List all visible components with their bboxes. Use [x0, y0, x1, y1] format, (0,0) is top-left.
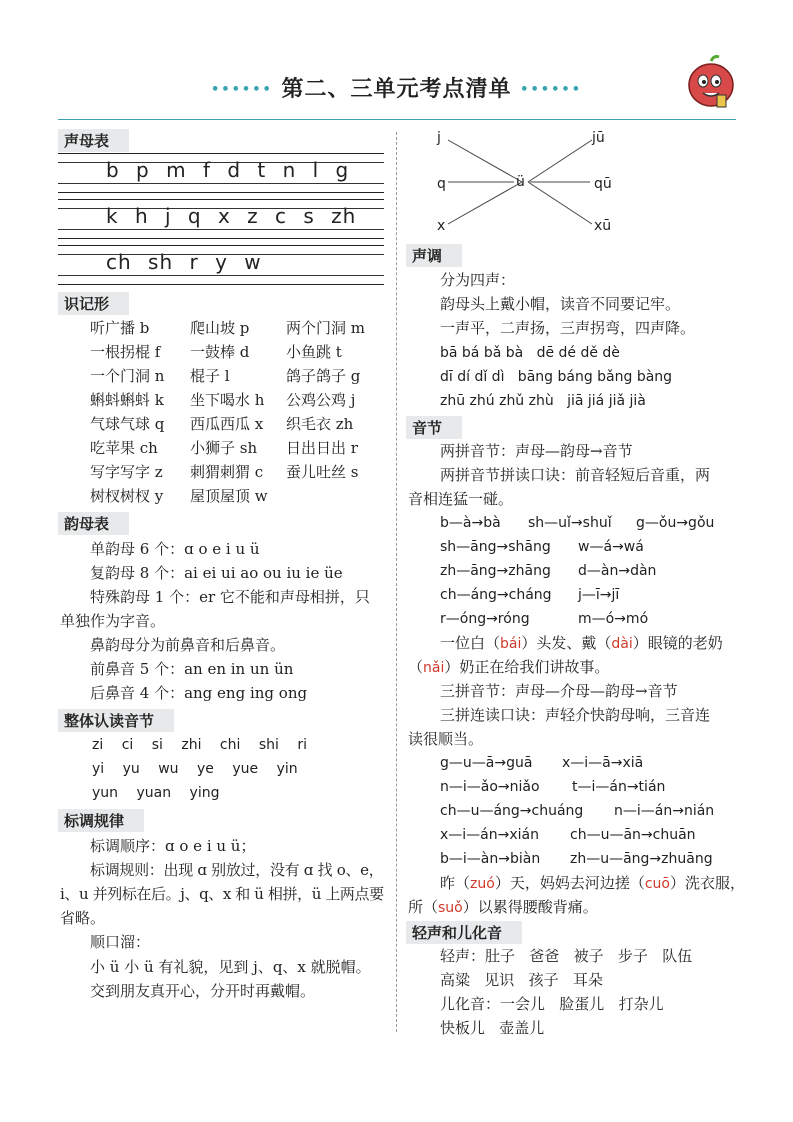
shixing-cell: 西瓜西瓜 x: [190, 415, 264, 433]
yunmu-line: 单独作为字音。: [60, 612, 166, 630]
pinyin-pair: b—à→bà: [440, 515, 501, 531]
pinyin-pair: sh—āng→shāng: [440, 539, 551, 555]
yinjie-line: 三拼音节：声母—介母—韵母→音节: [440, 682, 678, 700]
diagram-center-u: ü: [516, 174, 525, 190]
zhengti-line: yi yu wu ye yue yin: [92, 761, 298, 777]
section-header-shengdiao: 声调: [406, 244, 462, 267]
diagram-left-q: q: [437, 176, 446, 192]
diagram-right-xu: xū: [594, 218, 612, 234]
zhengti-line: yun yuan ying: [92, 785, 220, 801]
pinyin-pair: r—óng→róng: [440, 611, 530, 627]
biaodiao-line: 顺口溜：: [90, 933, 151, 951]
pinyin-triple: ch—u—áng→chuáng: [440, 803, 584, 819]
biaodiao-line: i、u 并列标在后。j、q、x 和 ü 相拼，ü 上两点要: [60, 885, 384, 903]
diagram-right-qu: qū: [594, 176, 612, 192]
yunmu-line: 特殊韵母 1 个：er 它不能和声母相拼，只: [90, 588, 370, 606]
shixing-cell: 日出日出 r: [286, 439, 358, 457]
shengdiao-line: zhū zhú zhǔ zhù jiā jiá jiǎ jià: [440, 393, 646, 409]
shixing-cell: 听广播 b: [90, 319, 150, 337]
shixing-cell: 吃苹果 ch: [90, 439, 158, 457]
section-header-yinjie: 音节: [406, 416, 462, 439]
shixing-cell: 小狮子 sh: [190, 439, 258, 457]
writing-line: [58, 245, 384, 246]
shixing-cell: 爬山坡 p: [190, 319, 250, 337]
yinjie-line: 三拼连读口诀：声轻介快韵母响，三音连: [440, 706, 711, 724]
diagram-left-j: j: [437, 130, 441, 146]
yunmu-line: 复韵母 8 个：ai ei ui ao ou iu ie üe: [90, 564, 343, 582]
writing-line: [58, 153, 384, 154]
shengdiao-line: 一声平，二声扬，三声拐弯，四声降。: [440, 319, 696, 337]
pinyin-triple: n—i—ǎo→niǎo: [440, 779, 540, 795]
example-sentence-2: （nǎi）奶正在给我们讲故事。: [408, 658, 610, 676]
shixing-cell: 树杈树杈 y: [90, 487, 164, 505]
zhengti-line: zi ci si zhi chi shi ri: [92, 737, 307, 753]
section-header-qingsheng: 轻声和儿化音: [406, 921, 522, 944]
page-title: 第二、三单元考点清单: [281, 77, 512, 102]
shixing-cell: 公鸡公鸡 j: [286, 391, 356, 409]
yinjie-line: 两拼音节拼读口诀：前音轻短后音重，两: [440, 466, 711, 484]
pinyin-triple: ch—u—ān→chuān: [570, 827, 696, 843]
column-divider: [396, 132, 397, 1032]
shengdiao-line: 分为四声：: [440, 271, 516, 289]
shixing-cell: 刺猬刺猬 c: [190, 463, 264, 481]
example-sentence-4: 所（suǒ）以累得腰酸背痛。: [408, 898, 598, 916]
shixing-cell: 棍子 l: [190, 367, 230, 385]
pinyin-pair: d—àn→dàn: [578, 563, 657, 579]
pinyin-triple: x—i—án→xián: [440, 827, 539, 843]
section-header-shixing: 识记形: [58, 292, 129, 315]
shengdiao-line: dī dí dǐ dì bāng báng bǎng bàng: [440, 369, 673, 385]
biaodiao-line: 标调顺序：ɑ o e i u ü；: [90, 837, 256, 855]
yunmu-line: 鼻韵母分为前鼻音和后鼻音。: [90, 636, 286, 654]
shixing-cell: 小鱼跳 t: [286, 343, 342, 361]
shixing-cell: 一鼓棒 d: [190, 343, 250, 361]
pinyin-triple: b—i—àn→biàn: [440, 851, 541, 867]
section-header-shengmu: 声母表: [58, 129, 129, 152]
shixing-cell: 坐下喝水 h: [190, 391, 265, 409]
shengmu-row-3: ch sh r y w: [106, 250, 262, 274]
shengdiao-line: 韵母头上戴小帽，读音不同要记牢。: [440, 295, 681, 313]
shixing-cell: 鸽子鸽子 g: [286, 367, 361, 385]
pinyin-triple: x—i—ā→xiā: [562, 755, 644, 771]
title-dots-left: ••••••: [210, 82, 273, 98]
diagram-left-x: x: [437, 218, 446, 234]
shixing-cell: 一个门洞 n: [90, 367, 165, 385]
title-rule: [58, 119, 736, 120]
qingsheng-line: 轻声：肚子 爸爸 被子 步子 队伍: [440, 947, 693, 965]
qingsheng-line: 快板儿 壶盖儿: [440, 1019, 545, 1037]
yinjie-line: 音相连猛一碰。: [408, 490, 514, 508]
pinyin-pair: w—á→wá: [578, 539, 644, 555]
biaodiao-line: 交到朋友真开心，分开时再戴帽。: [90, 982, 316, 1000]
biaodiao-line: 省略。: [60, 909, 106, 927]
biaodiao-line: 标调规则：出现 ɑ 别放过，没有 ɑ 找 o、e，: [90, 861, 384, 879]
writing-line: [58, 199, 384, 200]
title-dots-right: ••••••: [520, 82, 583, 98]
writing-line: [58, 192, 384, 193]
example-sentence-3: 昨（zuó）天，妈妈去河边搓（cuō）洗衣服，: [440, 874, 745, 892]
page-title-bar: [0, 72, 793, 103]
shixing-cell: 屋顶屋顶 w: [190, 487, 268, 505]
diagram-right-ju: jū: [592, 130, 605, 146]
yinjie-line: 两拼音节：声母—韵母→音节: [440, 442, 633, 460]
writing-line: [58, 238, 384, 239]
pinyin-triple: zh—u—āng→zhuāng: [570, 851, 713, 867]
shixing-cell: 织毛衣 zh: [286, 415, 354, 433]
shengdiao-line: bā bá bǎ bà dē dé dě dè: [440, 345, 620, 361]
shixing-cell: 蝌蚪蝌蚪 k: [90, 391, 164, 409]
qingsheng-line: 高粱 见识 孩子 耳朵: [440, 971, 603, 989]
section-header-zhengti: 整体认读音节: [58, 709, 174, 732]
writing-line: [58, 284, 384, 285]
section-header-yunmu: 韵母表: [58, 512, 129, 535]
shixing-cell: 蚕儿吐丝 s: [286, 463, 359, 481]
shixing-cell: 气球气球 q: [90, 415, 165, 433]
pinyin-triple: n—i—án→nián: [614, 803, 715, 819]
biaodiao-line: 小 ü 小 ü 有礼貌，见到 j、q、x 就脱帽。: [90, 958, 371, 976]
pinyin-triple: g—u—ā→guā: [440, 755, 533, 771]
shengmu-row-1: b p m f d t n l g: [106, 158, 350, 182]
qingsheng-line: 儿化音：一会儿 脸蛋儿 打杂儿: [440, 995, 664, 1013]
yunmu-line: 后鼻音 4 个：ang eng ing ong: [90, 684, 308, 702]
yunmu-line: 单韵母 6 个：ɑ o e i u ü: [90, 540, 260, 558]
example-sentence-1: 一位白（bái）头发、戴（dài）眼镜的老奶: [440, 634, 723, 652]
pinyin-pair: sh—uǐ→shuǐ: [528, 515, 612, 531]
yunmu-line: 前鼻音 5 个：an en in un ün: [90, 660, 294, 678]
apple-mascot-icon: [683, 55, 739, 113]
shixing-cell: 两个门洞 m: [286, 319, 365, 337]
pinyin-pair: j—ī→jī: [578, 587, 620, 603]
section-header-biaodiao: 标调规律: [58, 809, 144, 832]
pinyin-pair: m—ó→mó: [578, 611, 649, 627]
pinyin-pair: g—ǒu→gǒu: [636, 515, 715, 531]
pinyin-pair: zh—āng→zhāng: [440, 563, 551, 579]
shixing-cell: 一根拐棍 f: [90, 343, 161, 361]
pinyin-pair: ch—áng→cháng: [440, 587, 552, 603]
writing-line: [58, 183, 384, 184]
shixing-cell: 写字写字 z: [90, 463, 163, 481]
shengmu-row-2: k h j q x z c s zh: [106, 204, 357, 228]
writing-line: [58, 229, 384, 230]
writing-line: [58, 275, 384, 276]
yinjie-line: 读很顺当。: [408, 730, 484, 748]
pinyin-triple: t—i—án→tián: [572, 779, 666, 795]
